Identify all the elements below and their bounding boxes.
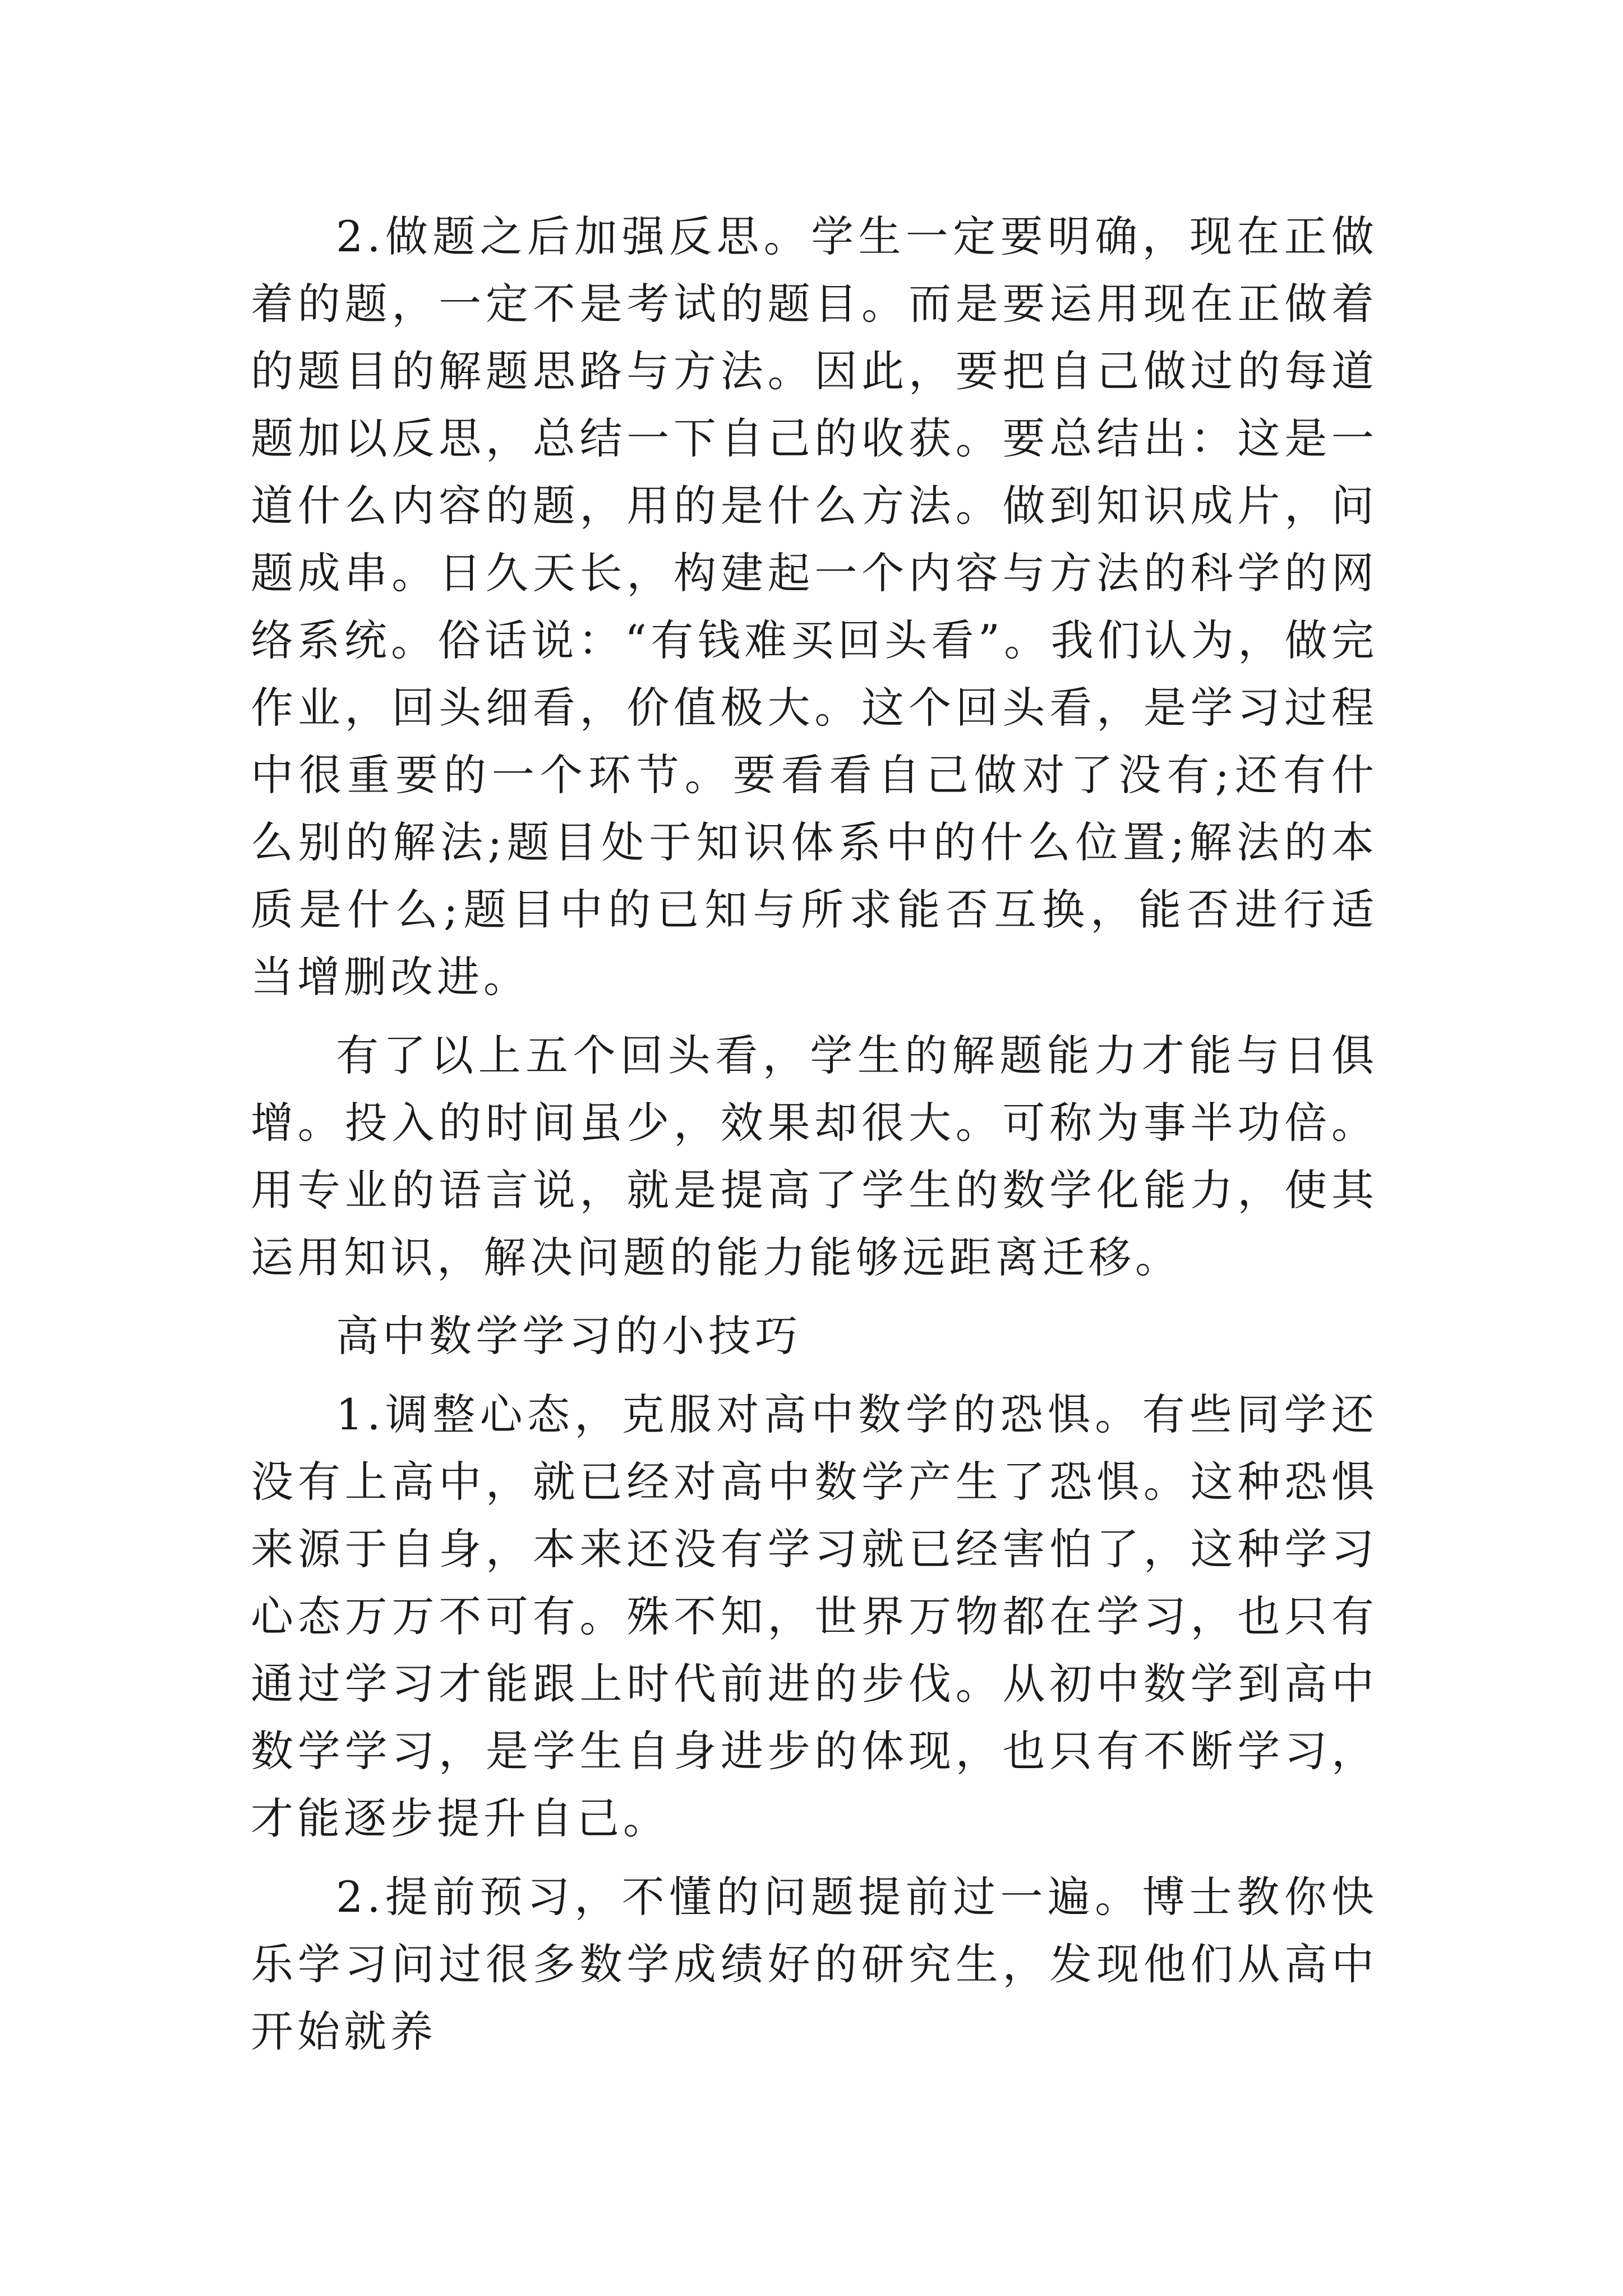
paragraph-preview-ahead: 2.提前预习，不懂的问题提前过一遍。博士教你快乐学习问过很多数学成绩好的研究生，发现他们从高中开始就养 — [251, 1872, 1378, 2056]
document-body — [251, 203, 1378, 2077]
paragraph-five-lookbacks: 有了以上五个回头看，学生的解题能力才能与日俱增。投入的时间虽少，效果却很大。可称为事半功倍。用专业的语言说，就是提高了学生的数学化能力，使其运用知识，解决问题的能力能够远距离迁移。 — [251, 1030, 1378, 1282]
paragraph-adjust-mindset: 1.调整心态，克服对高中数学的恐惧。有些同学还没有上高中，就已经对高中数学产生了恐惧。这种恐惧来源于自身，本来还没有学习就已经害怕了，这种学习心态万万不可有。殊不知，世界万物都在学习，也只有通过学习才能跟上时代前进的步伐。从初中数学到高中数学学习，是学生自身进步的体现，也只有不断学习，才能逐步提升自己。 — [251, 1389, 1378, 1843]
section-heading: 高中数学学习的小技巧 — [336, 1311, 801, 1361]
paragraph-reflection-after-exercises: 2.做题之后加强反思。学生一定要明确，现在正做着的题，一定不是考试的题目。而是要运用现在正做着的题目的解题思路与方法。因此，要把自己做过的每道题加以反思，总结一下自己的收获。要总结出：这是一道什么内容的题，用的是什么方法。做到知识成片，问题成串。日久天长，构建起一个内容与方法的科学的网络系统。俗话说：“有钱难买回头看”。我们认为，做完作业，回头细看，价值极大。这个回头看，是学习过程中很重要的一个环节。要看看自己做对了没有;还有什么别的解法;题目处于知识体系中的什么位置;解法的本质是什么;题目中的已知与所求能否互换，能否进行适当增删改进。 — [251, 211, 1378, 1002]
